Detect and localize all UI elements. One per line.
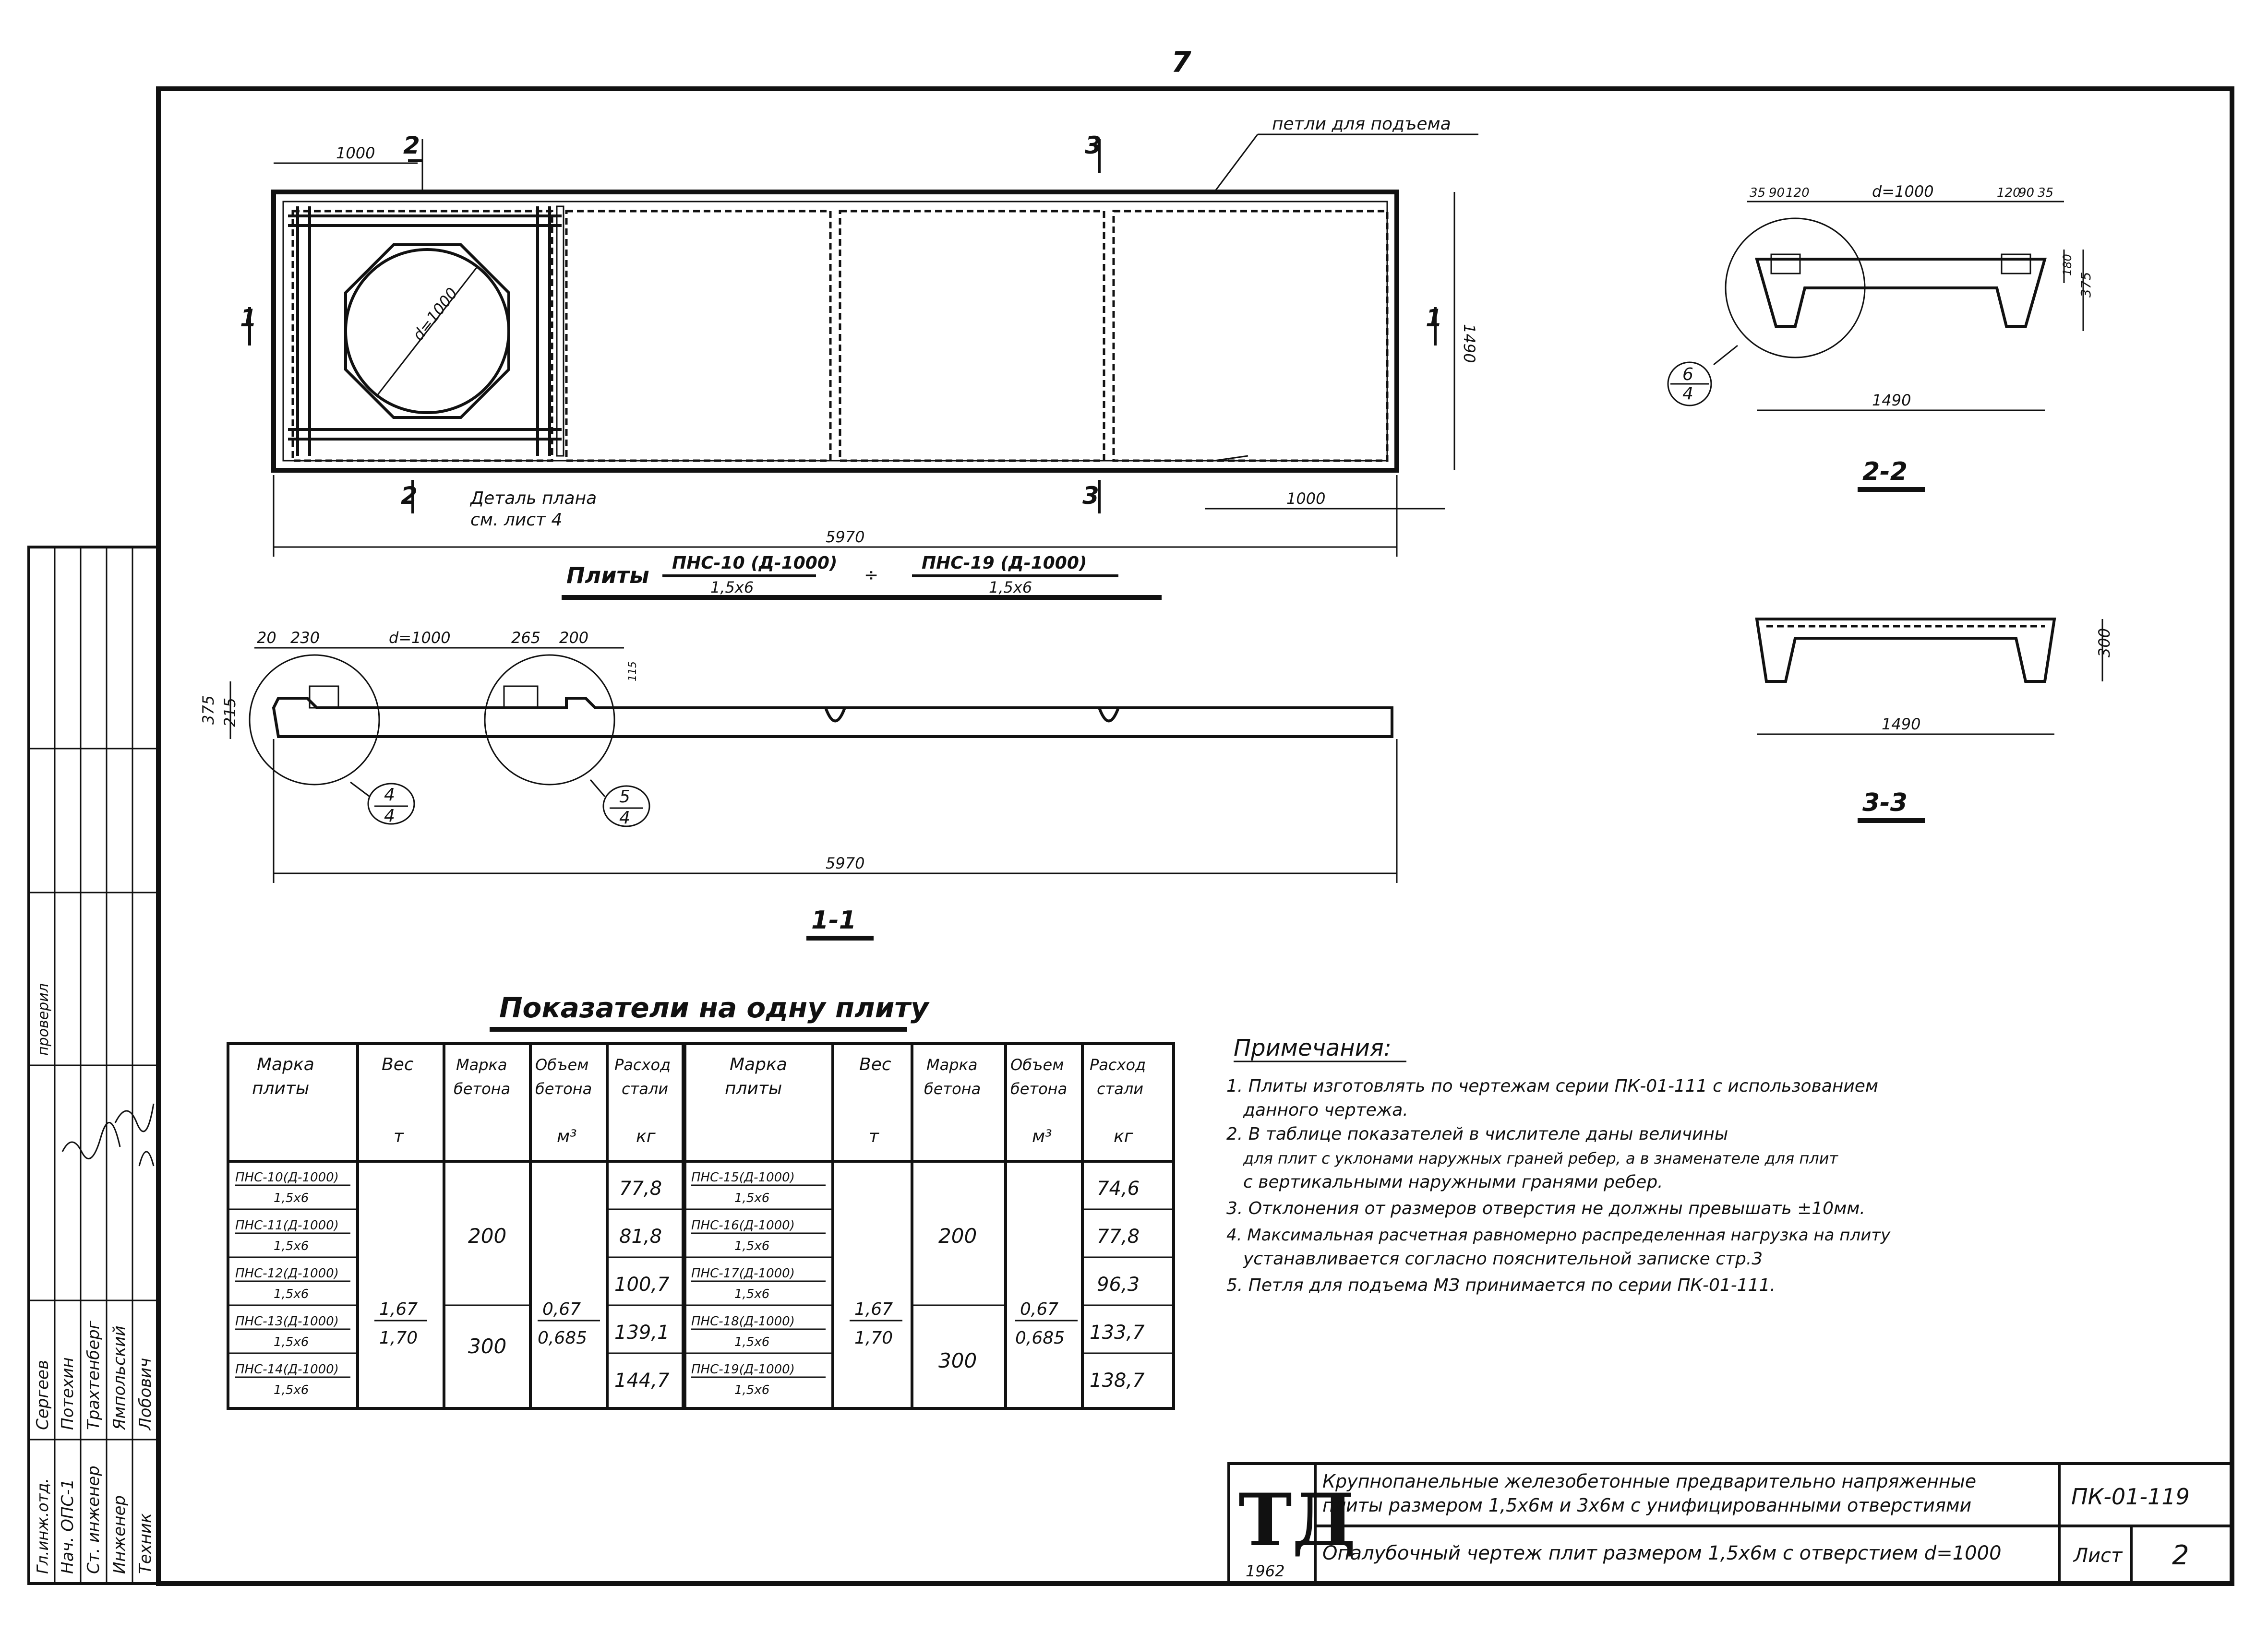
volume-den-left: 0,685 <box>538 1328 588 1348</box>
th-volume-2a: Объем <box>1010 1056 1064 1074</box>
th-volume-1b: бетона <box>535 1080 592 1098</box>
callout-6-num: 6 <box>1682 365 1693 384</box>
rm-4-den: 1,5х6 <box>734 1383 770 1397</box>
signature-1 <box>62 1122 120 1158</box>
s22-dim-375: 375 <box>2078 272 2094 298</box>
td-logo: ТД <box>1238 1478 1356 1562</box>
detail-note-1: Деталь плана <box>470 488 597 508</box>
weight-num-left: 1,67 <box>379 1299 418 1319</box>
note-line-4: с вертикальными наружными гранями ребер. <box>1243 1172 1663 1192</box>
th-volume-unit-2: м³ <box>1032 1127 1052 1146</box>
rm-0-den: 1,5х6 <box>734 1191 770 1205</box>
s22-dim-d1000: d=1000 <box>1872 182 1934 201</box>
detail-note-2: см. лист 4 <box>470 510 563 530</box>
section-2-2 <box>1668 182 2094 489</box>
th-volume-2b: бетона <box>1010 1080 1068 1098</box>
note-line-7: устанавливается согласно пояснительной записке стр.3 <box>1243 1249 1763 1269</box>
lm-0-den: 1,5х6 <box>274 1191 309 1205</box>
page-number: 7 <box>1171 46 1191 79</box>
th-steel-unit-2: кг <box>1114 1127 1133 1146</box>
rm-4-num: ПНС-19(Д-1000) <box>691 1362 795 1377</box>
plan-title-den1: 1,5х6 <box>710 578 754 596</box>
steel-right-1: 77,8 <box>1097 1226 1140 1248</box>
title-line2: плиты размером 1,5х6м и 3х6м с унифицированными отверстиями <box>1322 1495 1972 1516</box>
volume-den-right: 0,685 <box>1015 1328 1065 1348</box>
steel-left-4: 144,7 <box>614 1370 670 1392</box>
rm-0-num: ПНС-15(Д-1000) <box>691 1170 795 1185</box>
th-steel-1b: стали <box>622 1080 669 1098</box>
th-concrete-1a: Марка <box>456 1056 507 1074</box>
plan-sec3-bottom: 3 <box>1082 482 1099 510</box>
name-0: Сергеев <box>33 1360 52 1430</box>
rm-3-num: ПНС-18(Д-1000) <box>691 1314 795 1329</box>
s22-dim-180: 180 <box>2061 254 2074 276</box>
th-mark-2b: плиты <box>725 1079 782 1098</box>
th-concrete-2a: Марка <box>926 1056 978 1074</box>
note-line-1: данного чертежа. <box>1243 1100 1408 1120</box>
volume-num-left: 0,67 <box>542 1299 581 1319</box>
section-3-3-profile <box>1757 619 2054 681</box>
check-label: проверил <box>35 983 52 1056</box>
note-line-0: 1. Плиты изготовлять по чертежам серии ПК-01-111 с использованием <box>1226 1076 1879 1096</box>
sheet-label: Лист <box>2074 1545 2123 1567</box>
title-line1: Крупнопанельные железобетонные предварительно напряженные <box>1322 1471 1977 1492</box>
title-block <box>1229 1464 2232 1584</box>
side-stamp <box>29 547 158 1584</box>
lifting-loops-label: петли для подъема <box>1272 114 1451 134</box>
th-weight-2: Вес <box>859 1055 891 1074</box>
role-3: Инженер <box>110 1495 129 1574</box>
th-concrete-2b: бетона <box>924 1080 981 1098</box>
th-steel-2a: Расход <box>1090 1056 1146 1074</box>
callout-4-num: 4 <box>384 785 395 805</box>
weight-den-right: 1,70 <box>854 1328 893 1348</box>
rm-3-den: 1,5х6 <box>734 1335 770 1349</box>
th-steel-1a: Расход <box>614 1056 671 1074</box>
steel-left-3: 139,1 <box>614 1322 670 1344</box>
plan-sec3-top: 3 <box>1085 131 1102 159</box>
title-year: 1962 <box>1246 1562 1285 1580</box>
rm-2-num: ПНС-17(Д-1000) <box>691 1266 795 1281</box>
s11-dim-200: 200 <box>559 629 589 647</box>
th-steel-unit-1: кг <box>636 1127 656 1146</box>
plan-sec2-top: 2 <box>403 131 420 159</box>
steel-right-3: 133,7 <box>1090 1322 1145 1344</box>
plan-height-dim: 1490 <box>1460 324 1478 363</box>
concrete-300-right: 300 <box>938 1349 977 1372</box>
steel-left-0: 77,8 <box>619 1178 662 1200</box>
lm-4-den: 1,5х6 <box>274 1383 309 1397</box>
section-1-1-profile <box>274 698 1392 737</box>
concrete-200-left: 200 <box>468 1224 507 1248</box>
th-mark-1b: плиты <box>252 1079 310 1098</box>
th-weight-unit-1: т <box>394 1127 404 1146</box>
lm-2-num: ПНС-12(Д-1000) <box>235 1266 339 1281</box>
plan-panel-3 <box>840 211 1104 461</box>
note-line-2: 2. В таблице показателей в числителе даны величины <box>1226 1124 1728 1144</box>
s22-dim-120a: 120 <box>1786 186 1810 200</box>
name-2: Трахтенберг <box>84 1321 103 1430</box>
role-1: Нач. ОПС-1 <box>58 1478 77 1574</box>
sheet-frame <box>158 89 2232 1584</box>
signature-2 <box>115 1104 154 1132</box>
s22-width: 1490 <box>1872 391 1911 409</box>
weight-den-left: 1,70 <box>379 1328 418 1348</box>
th-weight-1: Вес <box>382 1055 414 1074</box>
th-mark-1a: Марка <box>257 1055 314 1074</box>
s11-dim-115: 115 <box>627 661 639 681</box>
rm-1-num: ПНС-16(Д-1000) <box>691 1218 795 1233</box>
plan-title-prefix: Плиты <box>566 562 649 588</box>
plan-title-sep: ÷ <box>864 565 879 585</box>
steel-right-0: 74,6 <box>1097 1178 1140 1200</box>
s22-dim-35b: 35 <box>2038 186 2054 200</box>
s11-total-length: 5970 <box>826 854 865 872</box>
section-3-3-title: 3-3 <box>1862 788 1908 817</box>
callout-circle-5 <box>485 655 614 785</box>
callout-circle-4 <box>250 655 379 785</box>
note-line-8: 5. Петля для подъема МЗ принимается по серии ПК-01-111. <box>1226 1275 1776 1295</box>
table-title: Показатели на одну плиту <box>499 991 929 1024</box>
plan-title-num1: ПНС-10 (Д-1000) <box>672 553 838 573</box>
plan-sec2-bottom: 2 <box>401 482 418 510</box>
role-0: Гл.инж.отд. <box>34 1478 52 1574</box>
lm-1-den: 1,5х6 <box>274 1239 309 1253</box>
note-line-5: 3. Отклонения от размеров отверстия не должны превышать ±10мм. <box>1226 1199 1865 1218</box>
steel-left-1: 81,8 <box>619 1226 662 1248</box>
plan-panel-2 <box>566 211 830 461</box>
steel-left-2: 100,7 <box>614 1274 670 1296</box>
left-marks <box>235 1170 350 1397</box>
steel-right-4: 138,7 <box>1090 1370 1145 1392</box>
role-2: Ст. инженер <box>84 1465 103 1574</box>
s22-dim-35a: 35 <box>1750 186 1766 200</box>
signature-3 <box>139 1152 154 1166</box>
callout-5-den: 4 <box>619 808 630 828</box>
plan-panel-4 <box>1114 211 1387 461</box>
notes <box>1226 1035 1891 1295</box>
lm-1-num: ПНС-11(Д-1000) <box>235 1218 339 1233</box>
weight-num-right: 1,67 <box>854 1299 893 1319</box>
s11-dim-20: 20 <box>257 629 276 647</box>
plan-dim-1000-top: 1000 <box>336 144 375 162</box>
th-volume-1a: Объем <box>535 1056 589 1074</box>
plan-sec1-right: 1 <box>1426 304 1442 332</box>
callout-6-den: 4 <box>1682 384 1693 404</box>
s33-width: 1490 <box>1882 715 1921 733</box>
s11-dim-215: 215 <box>221 697 239 727</box>
th-steel-2b: стали <box>1097 1080 1144 1098</box>
lm-0-num: ПНС-10(Д-1000) <box>235 1170 339 1185</box>
series-code: ПК-01-119 <box>2071 1484 2190 1510</box>
lm-3-den: 1,5х6 <box>274 1335 309 1349</box>
lm-3-num: ПНС-13(Д-1000) <box>235 1314 339 1329</box>
note-line-6: 4. Максимальная расчетная равномерно распределенная нагрузка на плиту <box>1226 1226 1891 1245</box>
section-2-2-title: 2-2 <box>1862 457 1908 486</box>
drawing-title: Опалубочный чертеж плит размером 1,5х6м с отверстием d=1000 <box>1322 1542 2002 1564</box>
s11-dim-375: 375 <box>199 695 217 725</box>
notes-title: Примечания: <box>1234 1035 1392 1061</box>
s11-dim-d1000: d=1000 <box>389 629 451 647</box>
indicators-table <box>228 991 1174 1408</box>
name-1: Потехин <box>58 1357 77 1430</box>
s11-dim-265: 265 <box>511 629 541 647</box>
name-3: Ямпольский <box>110 1325 129 1430</box>
role-4: Техник <box>136 1513 155 1574</box>
volume-num-right: 0,67 <box>1020 1299 1059 1319</box>
th-weight-unit-2: т <box>869 1127 879 1146</box>
section-3-3 <box>1757 619 2113 821</box>
section-1-1 <box>199 629 1397 938</box>
rm-2-den: 1,5х6 <box>734 1287 770 1301</box>
plan-total-length: 5970 <box>826 528 865 546</box>
steel-right-2: 96,3 <box>1097 1274 1140 1296</box>
callout-5-num: 5 <box>619 787 630 807</box>
concrete-200-right: 200 <box>938 1224 977 1248</box>
plan-title-den2: 1,5х6 <box>989 578 1032 596</box>
th-mark-2a: Марка <box>730 1055 787 1074</box>
callout-4-den: 4 <box>384 806 395 826</box>
s11-dim-230: 230 <box>290 629 320 647</box>
plan-title-num2: ПНС-19 (Д-1000) <box>922 553 1087 573</box>
plan-dim-1000-right: 1000 <box>1286 489 1326 508</box>
rm-1-den: 1,5х6 <box>734 1239 770 1253</box>
s22-dim-90a: 90 <box>1769 186 1785 200</box>
note-line-3: для плит с уклонами наружных граней ребер, а в знаменателе для плит <box>1243 1149 1838 1167</box>
plan-sec1-left: 1 <box>240 304 257 332</box>
th-concrete-1b: бетона <box>454 1080 511 1098</box>
sheet-number: 2 <box>2172 1540 2189 1571</box>
s33-height: 300 <box>2095 628 2113 657</box>
s22-dim-120b: 120 <box>1997 186 2021 200</box>
s22-dim-90b: 90 <box>2018 186 2035 200</box>
concrete-300-left: 300 <box>468 1334 507 1358</box>
plan-diameter-label: d=1000 <box>408 284 462 344</box>
lm-4-num: ПНС-14(Д-1000) <box>235 1362 339 1377</box>
lm-2-den: 1,5х6 <box>274 1287 309 1301</box>
th-volume-unit-1: м³ <box>557 1127 577 1146</box>
name-4: Лобович <box>136 1358 155 1430</box>
plan-view <box>240 114 1478 597</box>
right-marks <box>691 1170 826 1397</box>
section-1-1-title: 1-1 <box>811 906 856 935</box>
